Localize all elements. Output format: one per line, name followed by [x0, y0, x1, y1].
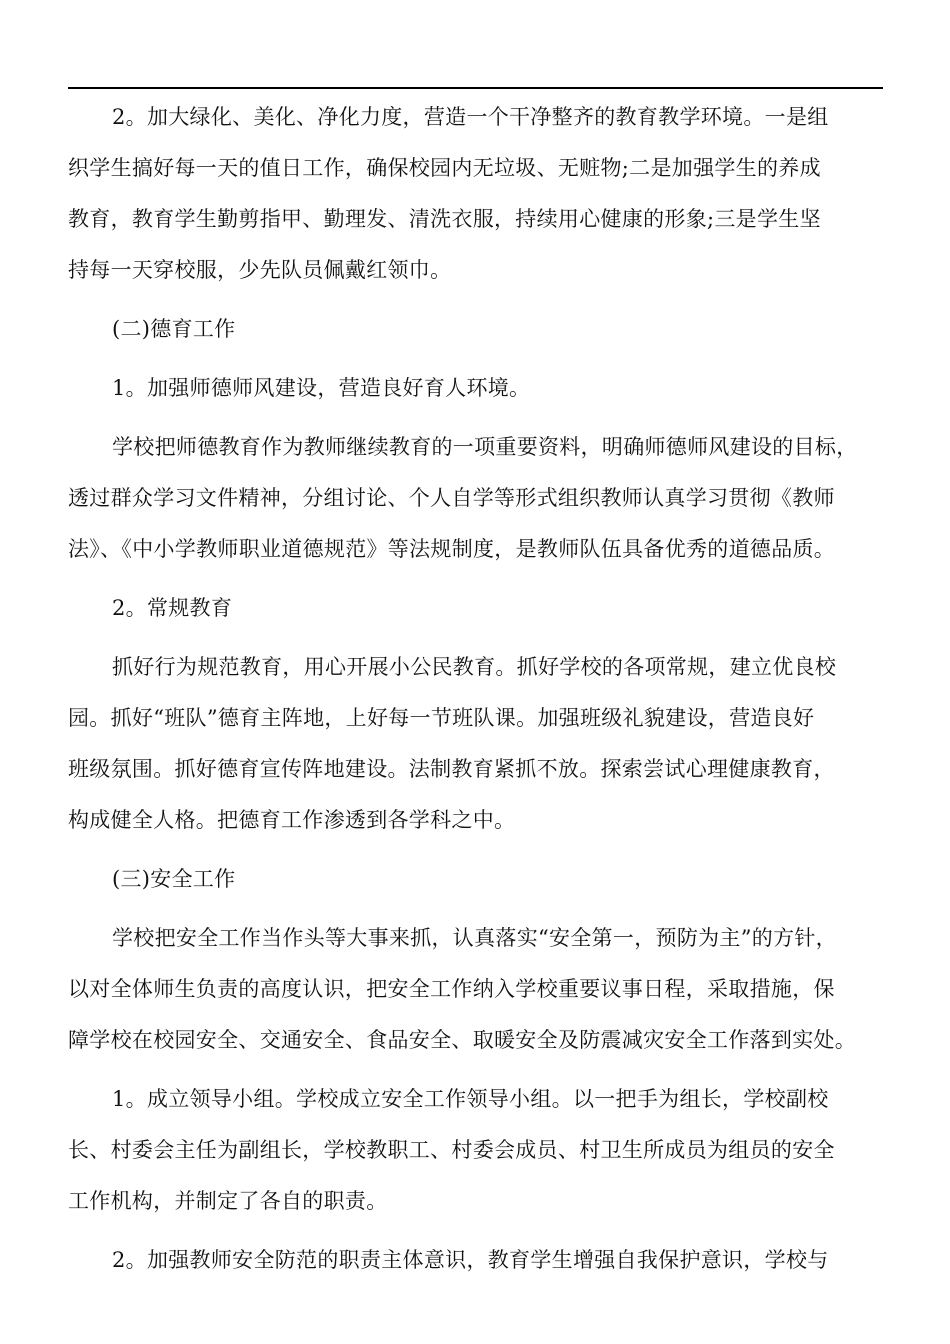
text-line: 透过群众学习文件精神，分组讨论、个人自学等形式组织教师认真学习贯彻《教师: [68, 486, 835, 510]
text-line: 障学校在校园安全、交通安全、食品安全、取暖安全及防震减灾安全工作落到实处。: [68, 1028, 857, 1052]
text-line: 织学生搞好每一天的值日工作，确保校园内无垃圾、无赃物;二是加强学生的养成: [68, 156, 821, 180]
section-heading: (二)德育工作: [112, 317, 236, 341]
text-line: 园。抓好“班队”德育主阵地，上好每一节班队课。加强班级礼貌建设，营造良好: [68, 706, 815, 730]
text-line: 2。加大绿化、美化、净化力度，营造一个干净整齐的教育教学环境。一是组: [112, 105, 829, 129]
paragraph-safety-policy: [68, 913, 883, 1066]
paragraph-leadership-group: [68, 1074, 883, 1227]
text-line: 以对全体师生负责的高度认识，把安全工作纳入学校重要议事日程，采取措施，保: [68, 977, 835, 1001]
text-line: 长、村委会主任为副组长，学校教职工、村委会成员、村卫生所成员为组员的安全: [68, 1138, 835, 1162]
paragraph-teacher-ethics-heading: [68, 363, 883, 414]
text-line: 工作机构，并制定了各自的职责。: [68, 1189, 388, 1213]
text-line: 教育，教育学生勤剪指甲、勤理发、清洗衣服，持续用心健康的形象;三是学生坚: [68, 207, 821, 231]
text-line: 法》、《中小学教师职业道德规范》等法规制度，是教师队伍具备优秀的道德品质。: [68, 537, 836, 561]
section-heading: (三)安全工作: [112, 867, 236, 891]
header-rule: [68, 87, 883, 89]
paragraph-teacher-ethics: [68, 422, 883, 575]
text-line: 1。加强师德师风建设，营造良好育人环境。: [112, 376, 531, 400]
section-heading-safety: [68, 854, 883, 905]
text-line: 班级氛围。抓好德育宣传阵地建设。法制教育紧抓不放。探索尝试心理健康教育，: [68, 757, 835, 781]
text-line: 持每一天穿校服，少先队员佩戴红领巾。: [68, 258, 452, 282]
text-line: 学校把安全工作当作头等大事来抓，认真落实“安全第一，预防为主”的方针，: [112, 926, 837, 950]
paragraph-greening: [68, 92, 883, 296]
text-line: 2。常规教育: [112, 596, 233, 620]
text-line: 2。加强教师安全防范的职责主体意识，教育学生增强自我保护意识，学校与: [112, 1248, 829, 1272]
text-line: 构成健全人格。把德育工作渗透到各学科之中。: [68, 808, 516, 832]
paragraph-routine-education-heading: [68, 583, 883, 634]
section-heading-moral-education: [68, 304, 883, 355]
document-body: [68, 92, 883, 1286]
paragraph-safety-awareness: [68, 1235, 883, 1286]
text-line: 学校把师德教育作为教师继续教育的一项重要资料，明确师德师风建设的目标，: [112, 435, 858, 459]
text-line: 1。成立领导小组。学校成立安全工作领导小组。以一把手为组长，学校副校: [112, 1087, 829, 1111]
paragraph-routine-education: [68, 642, 883, 846]
text-line: 抓好行为规范教育，用心开展小公民教育。抓好学校的各项常规，建立优良校: [112, 655, 837, 679]
